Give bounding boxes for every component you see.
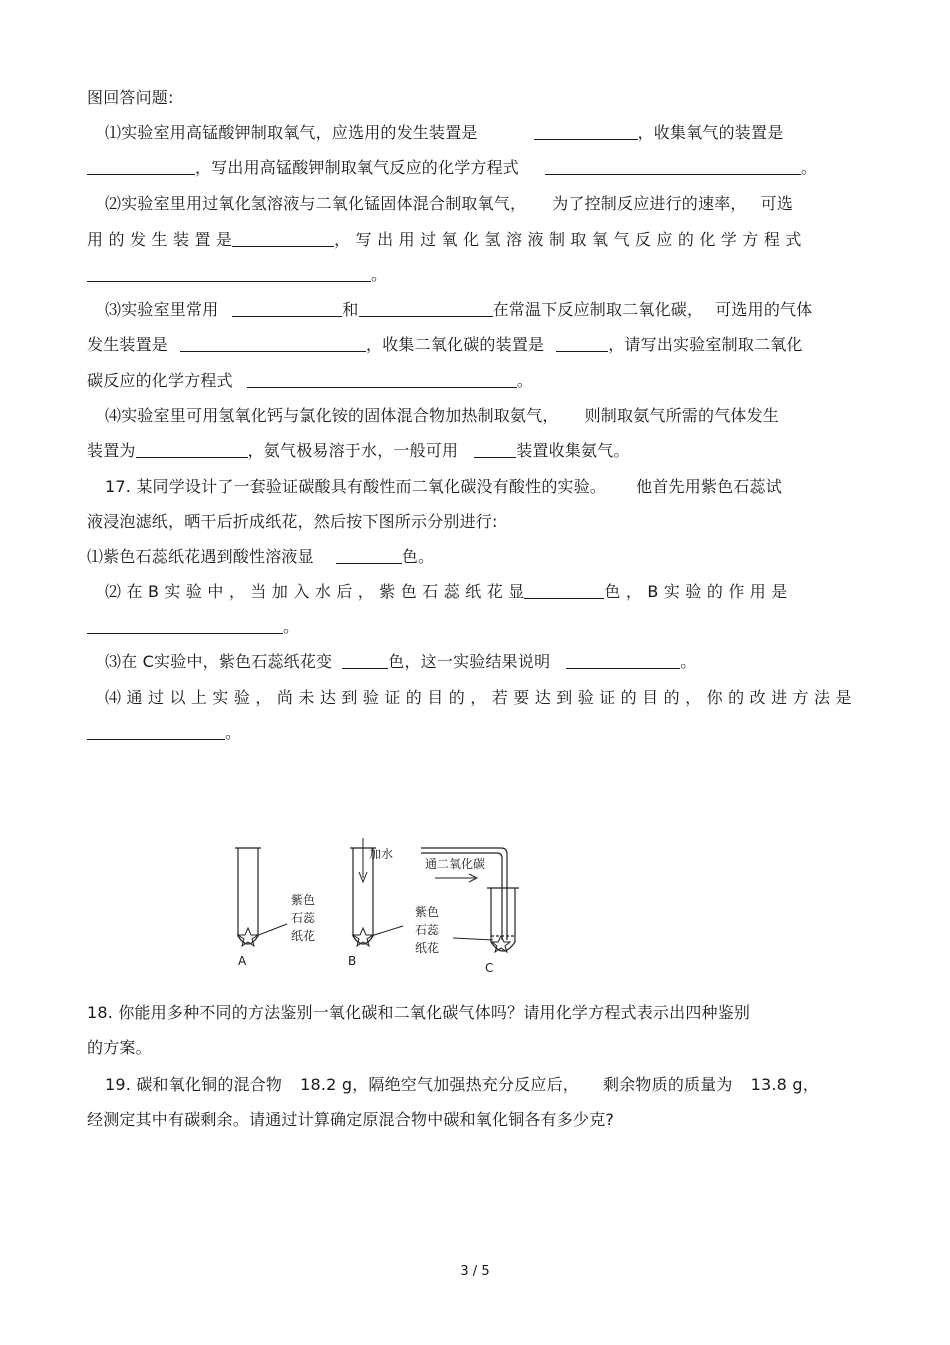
q16-part1-line2: ，写出用高锰酸钾制取氧气反应的化学方程式 。: [87, 158, 863, 178]
litmus-label-b3: 纸花: [415, 941, 440, 955]
answer-blank[interactable]: [232, 300, 342, 317]
q19-line2: 经测定其中有碳剩余。请通过计算确定原混合物中碳和氧化铜各有多少克?: [87, 1110, 615, 1129]
answer-blank[interactable]: [524, 582, 604, 599]
answer-blank[interactable]: [87, 617, 283, 634]
q18-line1: 18. 你能用多种不同的方法鉴别一氧化碳和二氧化碳气体吗？请用化学方程式表示出四种鉴别: [87, 1003, 751, 1022]
answer-blank[interactable]: [556, 335, 608, 352]
litmus-label-b2: 石蕊: [415, 923, 440, 937]
answer-blank[interactable]: [342, 652, 388, 669]
litmus-label-a1: 紫色: [291, 893, 316, 907]
answer-blank[interactable]: [247, 371, 517, 388]
answer-blank[interactable]: [474, 441, 516, 458]
q17-sub4-line2: 。: [87, 723, 863, 743]
q17-sub3: ⑶在 C实验中，紫色石蕊纸花变 色，这一实验结果说明 。: [105, 652, 697, 671]
q18-line2: 的方案。: [87, 1038, 152, 1057]
answer-blank[interactable]: [359, 300, 493, 317]
answer-blank[interactable]: [232, 230, 334, 247]
q16-part3-line3: 碳反应的化学方程式 。: [87, 371, 534, 390]
answer-blank[interactable]: [336, 547, 402, 564]
q16-part2-line1: ⑵实验室里用过氧化氢溶液与二氧化锰固体混合制取氧气， 为了控制反应进行的速率， 可选: [105, 194, 794, 213]
answer-blank[interactable]: [87, 265, 371, 282]
answer-blank[interactable]: [545, 158, 801, 175]
test-tube-a: [235, 848, 261, 944]
q16-part3-line2: 发生装置是 ，收集二氧化碳的装置是 ，请写出实验室制取二氧化: [87, 335, 803, 354]
answer-blank[interactable]: [136, 441, 248, 458]
flower-icon: [238, 928, 258, 946]
q17-stem-line1: 17. 某同学设计了一套验证碳酸具有酸性而二氧化碳没有酸性的实验。 他首先用紫色石蕊试: [105, 477, 782, 496]
label-c: C: [485, 961, 494, 975]
add-water-label: 加水: [369, 847, 394, 861]
q17-stem-line2: 液浸泡滤纸，晒干后折成纸花，然后按下图所示分别进行:: [87, 512, 498, 531]
litmus-label-b1: 紫色: [415, 905, 440, 919]
q17-sub2-line1: ⑵ 在 B 实 验 中 ， 当 加 入 水 后 ， 紫 色 石 蕊 纸 花 显 色 ， B 实 验 的 作 用 是: [105, 582, 788, 601]
experiment-diagram: [225, 830, 525, 980]
q16-part4-line1: ⑷实验室里可用氢氧化钙与氯化铵的固体混合物加热制取氨气， 则制取氨气所需的气体发生: [105, 406, 780, 425]
q16-part1-line1: ⑴实验室用高锰酸钾制取氧气，应选用的发生装置是 ，收集氧气的装置是: [105, 123, 784, 142]
label-a: A: [238, 954, 247, 968]
q17-sub1: ⑴紫色石蕊纸花遇到酸性溶液显 色。: [87, 547, 435, 566]
intro-text: 图回答问题:: [87, 88, 174, 107]
q19-line1: 19. 碳和氧化铜的混合物 18.2 g，隔绝空气加强热充分反应后， 剩余物质的质量为 13.8 g，: [105, 1075, 819, 1094]
q16-part2-line2: 用 的 发 生 装 置 是 ， 写 出 用 过 氧 化 氢 溶 液 制 取 氧 气 反 应 的 化 学 方 程 式: [87, 230, 802, 249]
litmus-label-a2: 石蕊: [291, 911, 316, 925]
answer-blank[interactable]: [180, 335, 366, 352]
answer-blank[interactable]: [566, 652, 680, 669]
answer-blank[interactable]: [534, 123, 638, 140]
q17-sub4-line1: ⑷ 通 过 以 上 实 验 ， 尚 未 达 到 验 证 的 目 的 ， 若 要 达 到 验 证 的 目 的 ， 你 的 改 进 方 法 是: [105, 688, 852, 707]
q16-part3-line1: ⑶实验室里常用 和 在常温下反应制取二氧化碳， 可选用的气体: [105, 300, 813, 319]
answer-blank[interactable]: [87, 158, 195, 175]
page-number: 3 / 5: [460, 1264, 490, 1279]
q17-sub2-line2: 。: [87, 617, 863, 637]
q16-part2-line3: 。: [87, 265, 863, 285]
co2-label: 通二氧化碳: [425, 857, 486, 871]
label-b: B: [348, 954, 357, 968]
q16-part4-line2: 装置为 ，氨气极易溶于水，一般可用 装置收集氨气。: [87, 441, 630, 460]
flower-icon: [353, 928, 373, 946]
answer-blank[interactable]: [87, 723, 225, 740]
litmus-label-a3: 纸花: [291, 929, 316, 943]
